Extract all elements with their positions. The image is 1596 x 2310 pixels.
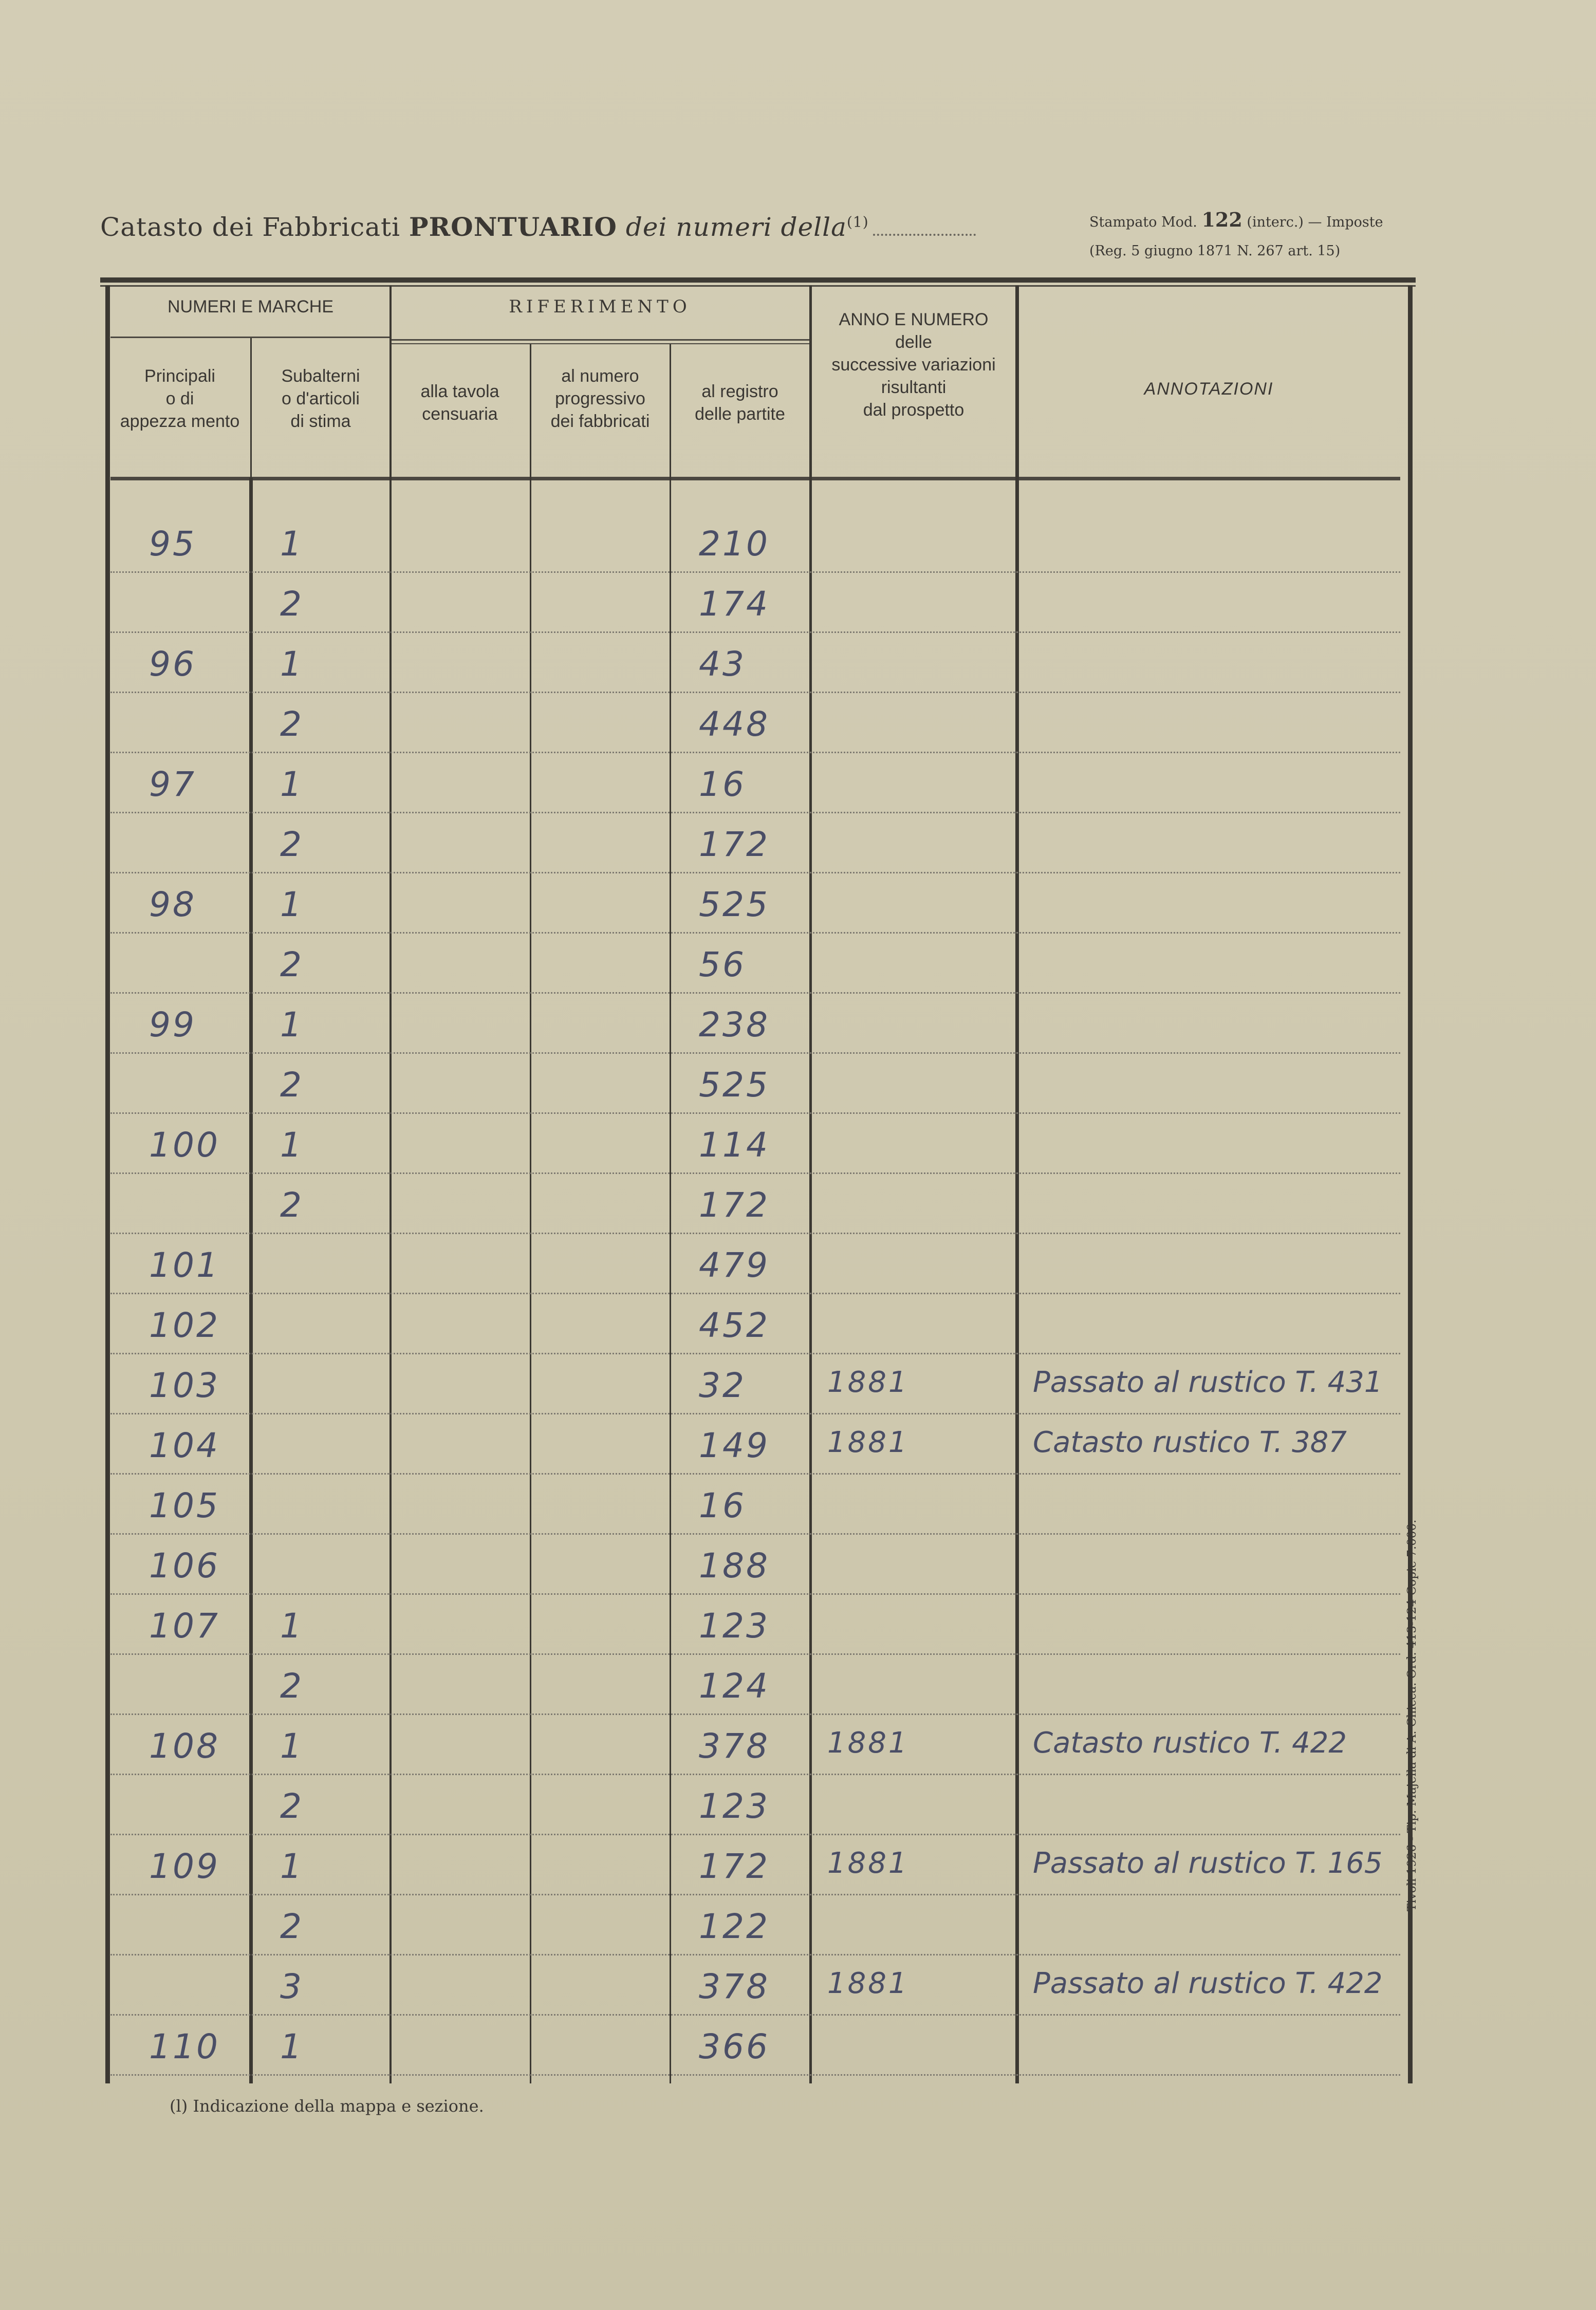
cell-registro: 452: [699, 1306, 770, 1345]
row-separator: [110, 1233, 1400, 1234]
header-subalterni-line1: Subalterni: [281, 366, 360, 386]
cell-subalterno: 2: [280, 1185, 304, 1225]
cell-registro: 43: [699, 644, 746, 684]
cell-annotazione: Catasto rustico T. 387: [1033, 1426, 1347, 1459]
header-numero-line3: dei fabbricati: [550, 412, 650, 431]
row-separator: [110, 571, 1400, 573]
col-line-subalterni: [389, 285, 392, 2083]
cell-registro: 525: [699, 885, 770, 924]
header-bottom-rule: [110, 477, 1400, 480]
cell-registro: 124: [699, 1666, 770, 1706]
header-registro-line2: delle partite: [695, 404, 785, 424]
cell-principale: 105: [149, 1486, 220, 1525]
row-separator: [110, 1653, 1400, 1655]
cell-registro: 378: [699, 1726, 770, 1766]
cell-anno: 1881: [827, 1366, 909, 1399]
stamp-model-number: 122: [1201, 208, 1242, 231]
header-numero-line1: al numero: [561, 366, 639, 386]
row-separator: [110, 631, 1400, 633]
header-subalterni: [251, 365, 391, 433]
cell-annotazione: Passato al rustico T. 431: [1033, 1366, 1383, 1399]
col-line-numero: [670, 344, 671, 2083]
cell-subalterno: 1: [280, 765, 304, 804]
title-sup: (1): [846, 213, 869, 231]
row-separator: [110, 812, 1400, 813]
row-separator: [110, 1533, 1400, 1535]
cell-subalterno: 2: [280, 1907, 304, 1946]
row-separator: [110, 992, 1400, 994]
header-subalterni-line3: di stima: [290, 412, 351, 431]
cell-subalterno: 3: [280, 1967, 304, 2006]
row-separator: [110, 1774, 1400, 1775]
row-separator: [110, 1473, 1400, 1475]
header-anno-line4: risultanti: [881, 378, 947, 397]
header-numero-line2: progressivo: [555, 389, 645, 408]
cell-registro: 172: [699, 1185, 770, 1225]
title-blank: [873, 234, 976, 236]
title-italic: dei numeri della: [625, 212, 847, 242]
header-rule-riferimento: [391, 339, 809, 341]
cell-subalterno: 1: [280, 1847, 304, 1886]
cell-registro: 16: [699, 765, 746, 804]
header-principali-line1: Principali: [144, 366, 215, 386]
cell-anno: 1881: [827, 1726, 909, 1760]
border-left: [105, 285, 110, 2083]
cell-subalterno: 1: [280, 644, 304, 684]
cell-subalterno: 1: [280, 2027, 304, 2066]
header-riferimento: RIFERIMENTO: [509, 296, 691, 317]
top-rule-thin: [100, 285, 1416, 287]
cell-subalterno: 2: [280, 584, 304, 624]
row-separator: [110, 1894, 1400, 1895]
cell-principale: 107: [149, 1606, 220, 1646]
cell-subalterno: 2: [280, 1786, 304, 1826]
cell-registro: 172: [699, 1847, 770, 1886]
title-bold: PRONTUARIO: [409, 212, 617, 242]
header-principali-line2: o di: [165, 389, 194, 408]
header-tavola: [391, 380, 529, 425]
cell-principale: 109: [149, 1847, 220, 1886]
cell-principale: 97: [149, 765, 196, 804]
header-tavola-line1: alla tavola: [420, 382, 499, 401]
cell-principale: 104: [149, 1426, 220, 1465]
cell-registro: 16: [699, 1486, 746, 1525]
header-registro: [671, 380, 809, 425]
row-separator: [110, 932, 1400, 934]
cell-registro: 114: [699, 1125, 770, 1165]
top-rule: [100, 277, 1416, 283]
cell-registro: 123: [699, 1786, 770, 1826]
cell-registro: 210: [699, 524, 770, 564]
header-annotazioni: ANNOTAZIONI: [1144, 379, 1274, 399]
row-separator: [110, 872, 1400, 873]
row-separator: [110, 1834, 1400, 1835]
form-title: [100, 212, 976, 242]
col-line-tavola: [530, 344, 531, 2083]
cell-principale: 101: [149, 1245, 220, 1285]
header-numero: [531, 365, 670, 433]
header-anno-line5: dal prospetto: [863, 400, 964, 420]
printer-note: Tivoli 1926 - Tip. Majella di A. Chicca. Ord. 413-124 Copie 7.000.: [1405, 1519, 1419, 1911]
stamp-text: [1089, 206, 1383, 266]
title-prefix: Catasto dei Fabbricati: [100, 212, 401, 242]
footnote: (l) Indicazione della mappa e sezione.: [170, 2096, 484, 2116]
cell-registro: 378: [699, 1967, 770, 2006]
cell-principale: 100: [149, 1125, 220, 1165]
header-rule-riferimento-2: [391, 343, 809, 344]
cell-anno: 1881: [827, 1847, 909, 1880]
cell-principale: 95: [149, 524, 196, 564]
cell-registro: 188: [699, 1546, 770, 1586]
cell-annotazione: Catasto rustico T. 422: [1033, 1726, 1347, 1760]
header-anno-line1: ANNO E NUMERO: [839, 310, 989, 329]
row-separator: [110, 692, 1400, 693]
row-separator: [110, 1593, 1400, 1595]
header-anno-line2: delle: [895, 332, 932, 352]
row-separator: [110, 1293, 1400, 1294]
row-separator: [110, 1172, 1400, 1174]
col-line-registro: [809, 285, 812, 2083]
cell-principale: 102: [149, 1306, 220, 1345]
header-anno-line3: successive variazioni: [831, 355, 996, 375]
row-separator: [110, 1413, 1400, 1414]
cell-registro: 123: [699, 1606, 770, 1646]
cell-subalterno: 2: [280, 704, 304, 744]
row-separator: [110, 1052, 1400, 1054]
cell-annotazione: Passato al rustico T. 422: [1033, 1967, 1383, 2000]
cell-anno: 1881: [827, 1426, 909, 1459]
cell-annotazione: Passato al rustico T. 165: [1033, 1847, 1383, 1880]
header-numeri-marche: NUMERI E MARCHE: [167, 297, 334, 316]
header-principali: [110, 365, 249, 433]
cell-subalterno: 1: [280, 524, 304, 564]
cell-registro: 448: [699, 704, 770, 744]
cell-subalterno: 2: [280, 1065, 304, 1105]
cell-subalterno: 1: [280, 885, 304, 924]
col-line-principali-header: [250, 338, 252, 478]
header-principali-line3: appezza mento: [120, 412, 240, 431]
stamp-line1-b: (interc.) — Imposte: [1247, 214, 1383, 230]
cell-subalterno: 1: [280, 1606, 304, 1646]
cell-registro: 366: [699, 2027, 770, 2066]
cell-principale: 108: [149, 1726, 220, 1766]
row-separator: [110, 2074, 1400, 2076]
row-separator: [110, 1112, 1400, 1114]
row-separator: [110, 1954, 1400, 1955]
header-registro-line1: al registro: [701, 382, 778, 401]
cell-registro: 149: [699, 1426, 770, 1465]
cell-subalterno: 1: [280, 1125, 304, 1165]
cell-registro: 56: [699, 945, 746, 984]
row-separator: [110, 1353, 1400, 1354]
cell-principale: 110: [149, 2027, 220, 2066]
stamp-line2: (Reg. 5 giugno 1871 N. 267 art. 15): [1089, 243, 1341, 259]
cell-principale: 98: [149, 885, 196, 924]
cell-subalterno: 2: [280, 945, 304, 984]
row-separator: [110, 752, 1400, 753]
cell-registro: 238: [699, 1005, 770, 1045]
row-separator: [110, 1713, 1400, 1715]
cell-registro: 174: [699, 584, 770, 624]
cell-principale: 106: [149, 1546, 220, 1586]
cell-registro: 172: [699, 825, 770, 864]
stamp-line1-a: Stampato Mod.: [1089, 214, 1197, 230]
header-subalterni-line2: o d'articoli: [281, 389, 360, 408]
cell-subalterno: 2: [280, 825, 304, 864]
cell-principale: 103: [149, 1366, 220, 1405]
cell-registro: 32: [699, 1366, 746, 1405]
cell-anno: 1881: [827, 1967, 909, 2000]
cell-registro: 479: [699, 1245, 770, 1285]
cell-subalterno: 1: [280, 1726, 304, 1766]
header-anno: [811, 308, 1016, 421]
col-line-principali: [249, 478, 253, 2083]
header-tavola-line2: censuaria: [422, 404, 498, 424]
cell-registro: 525: [699, 1065, 770, 1105]
cell-principale: 99: [149, 1005, 196, 1045]
cell-subalterno: 2: [280, 1666, 304, 1706]
row-separator: [110, 2014, 1400, 2016]
cell-registro: 122: [699, 1907, 770, 1946]
col-line-anno: [1015, 285, 1019, 2083]
cell-principale: 96: [149, 644, 196, 684]
cell-subalterno: 1: [280, 1005, 304, 1045]
